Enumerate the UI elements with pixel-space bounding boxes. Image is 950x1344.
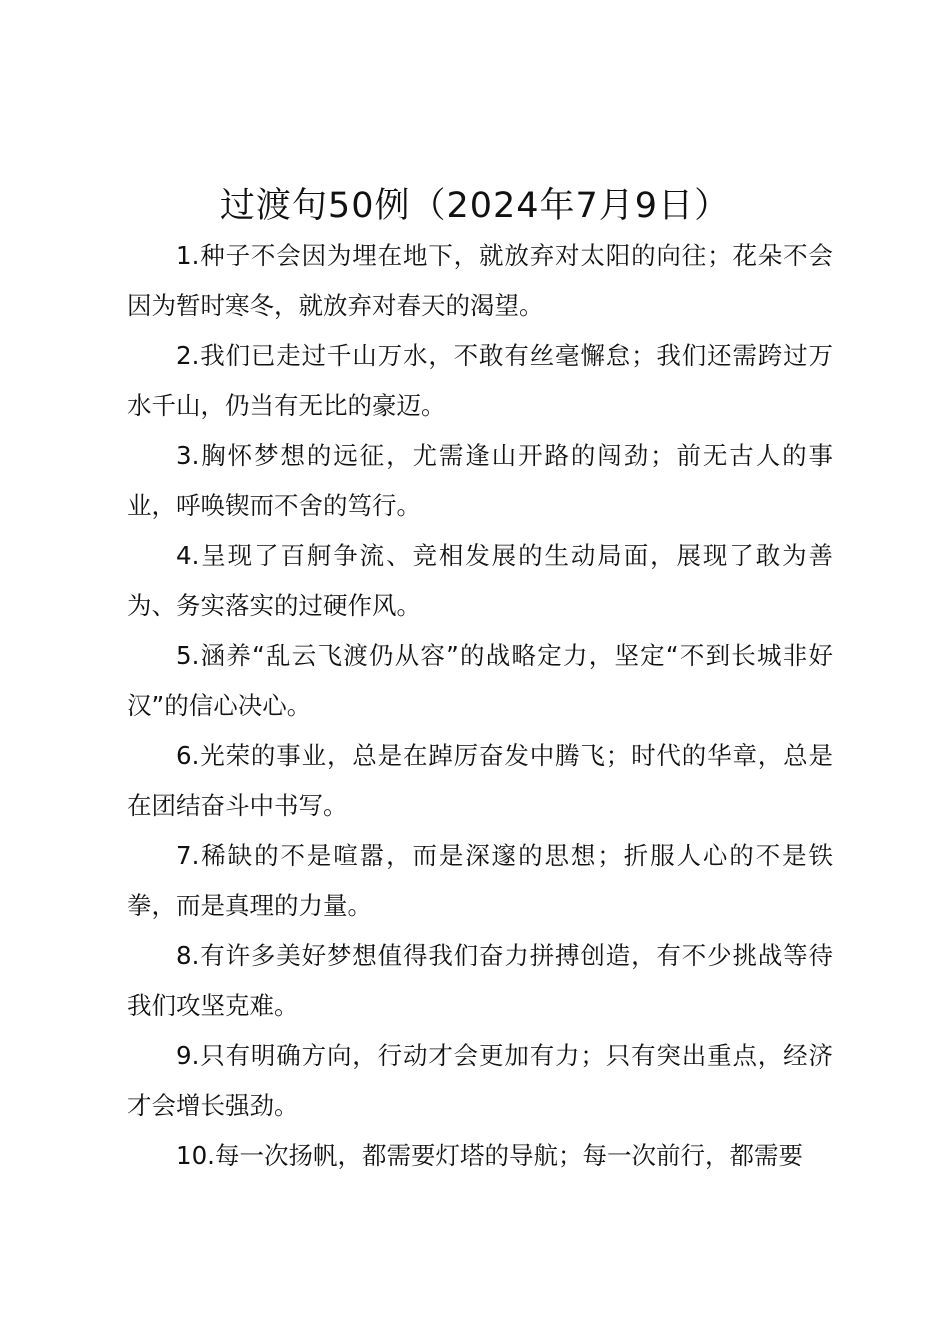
paragraph-5: 5.涵养“乱云飞渡仍从容”的战略定力，坚定“不到长城非好汉”的信心决心。 bbox=[127, 641, 833, 720]
paragraph-6: 6.光荣的事业，总是在踔厉奋发中腾飞；时代的华章，总是在团结奋斗中书写。 bbox=[127, 741, 833, 820]
paragraph-2: 2.我们已走过千山万水，不敢有丝毫懈怠；我们还需跨过万水千山，仍当有无比的豪迈。 bbox=[127, 341, 833, 420]
paragraph-3: 3.胸怀梦想的远征，尤需逢山开路的闯劲；前无古人的事业，呼唤锲而不舍的笃行。 bbox=[127, 441, 833, 520]
paragraph-8: 8.有许多美好梦想值得我们奋力拼搏创造，有不少挑战等待我们攻坚克难。 bbox=[127, 941, 833, 1020]
document-body bbox=[127, 231, 833, 1181]
paragraph-4: 4.呈现了百舸争流、竞相发展的生动局面，展现了敢为善为、务实落实的过硬作风。 bbox=[127, 541, 833, 620]
paragraph-1: 1.种子不会因为埋在地下，就放弃对太阳的向往；花朵不会因为暂时寒冬，就放弃对春天的渴望。 bbox=[127, 241, 833, 320]
document-title: 过渡句50例（2024年7月9日） bbox=[219, 186, 731, 226]
paragraph-10: 10.每一次扬帆，都需要灯塔的导航；每一次前行，都需要 bbox=[176, 1141, 803, 1170]
paragraph-9: 9.只有明确方向，行动才会更加有力；只有突出重点，经济才会增长强劲。 bbox=[127, 1041, 833, 1120]
paragraph-7: 7.稀缺的不是喧嚣，而是深邃的思想；折服人心的不是铁拳，而是真理的力量。 bbox=[127, 841, 833, 920]
